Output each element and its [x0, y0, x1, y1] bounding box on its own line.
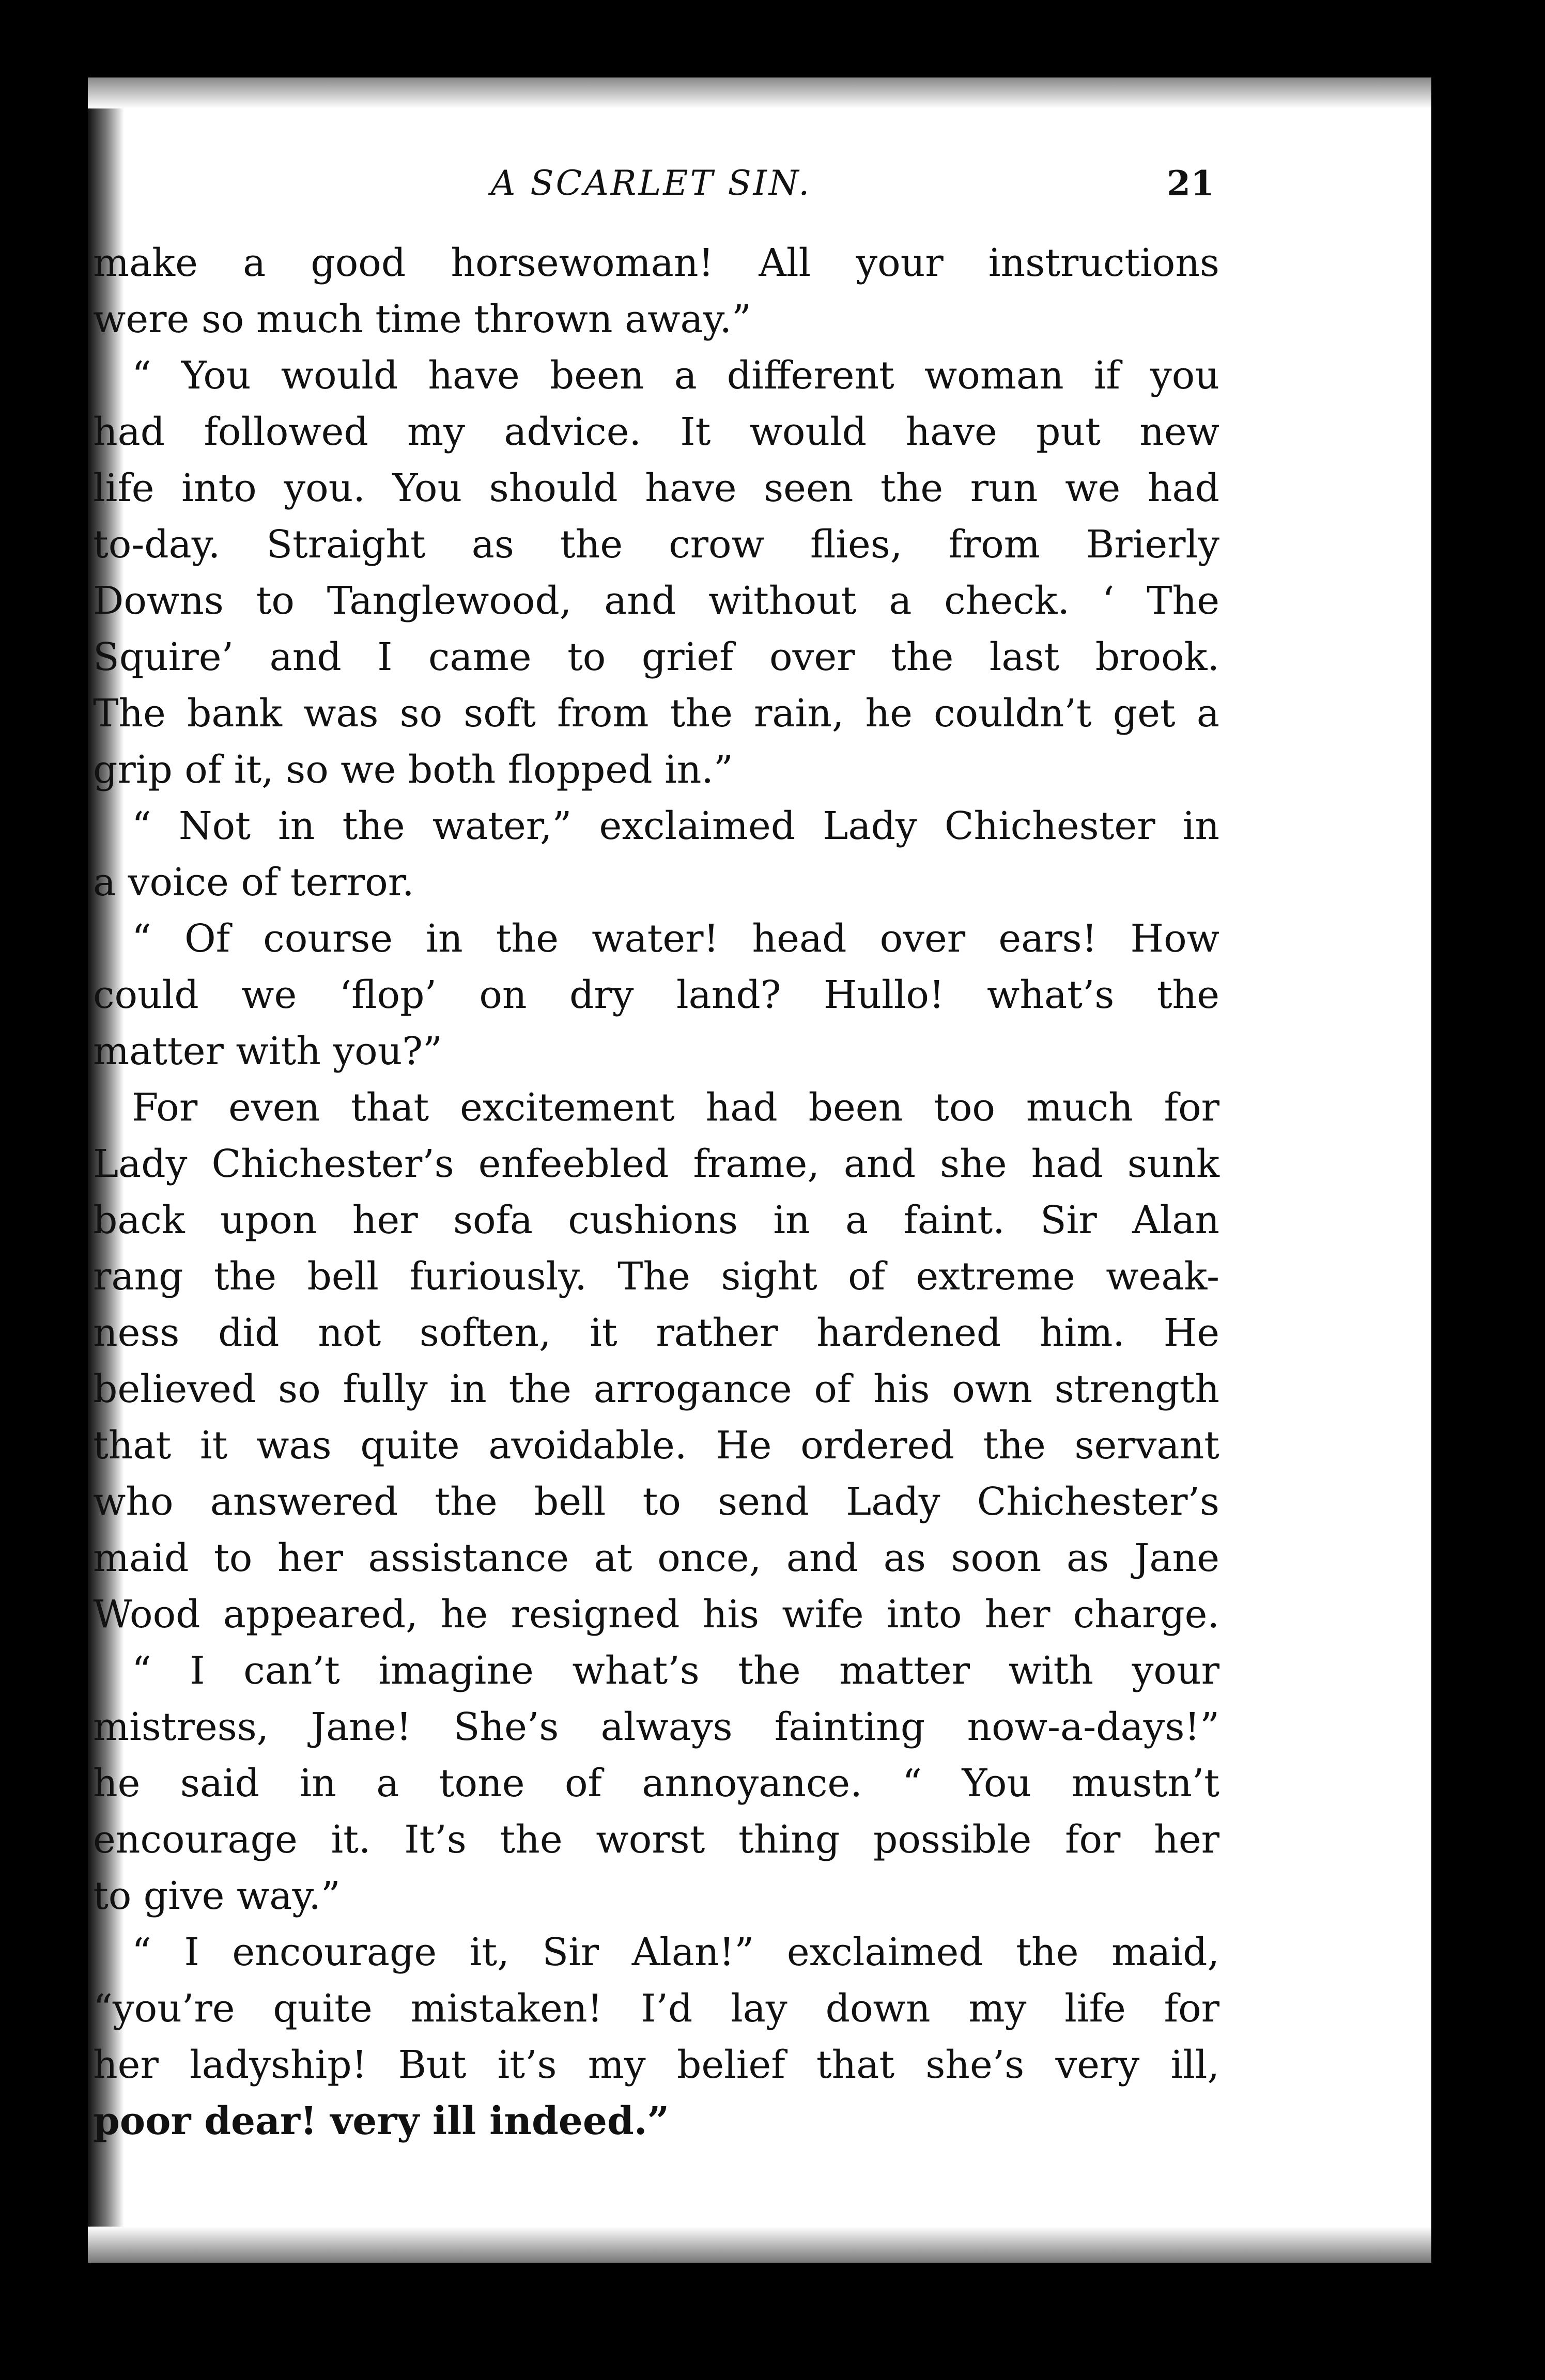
text-line: that it was quite avoidable. He ordered the servant: [93, 1423, 1219, 1468]
text-line: Squire’ and I came to grief over the last brook.: [93, 635, 1219, 679]
running-title: A SCARLET SIN.: [490, 163, 812, 203]
text-line: her ladyship! But it’s my belief that she’s very ill,: [93, 2043, 1219, 2087]
text-line: were so much time thrown away.”: [93, 297, 751, 341]
text-line: Wood appeared, he resigned his wife into her charge.: [93, 1592, 1219, 1637]
text-line: For even that excitement had been too much for: [132, 1085, 1219, 1130]
bottom-edge-shadow: [88, 2227, 1431, 2263]
text-line: grip of it, so we both flopped in.”: [93, 748, 733, 792]
text-line: back upon her sofa cushions in a faint. Sir Alan: [93, 1198, 1219, 1242]
text-line: Downs to Tanglewood, and without a check. ‘ The: [93, 579, 1219, 623]
text-line: could we ‘flop’ on dry land? Hullo! what’s the: [93, 973, 1219, 1017]
text-line: “ You would have been a different woman if you: [132, 353, 1219, 398]
text-line: believed so fully in the arrogance of his own strength: [93, 1367, 1219, 1411]
text-line: “ I encourage it, Sir Alan!” exclaimed the maid,: [132, 1930, 1219, 1974]
body-text: [93, 235, 1219, 2150]
text-line: make a good horsewoman! All your instructions: [93, 241, 1219, 285]
top-edge-shadow: [88, 77, 1431, 108]
page-header: [88, 155, 1214, 212]
text-line: poor dear! very ill indeed.”: [93, 2099, 670, 2143]
text-line: “ Of course in the water! head over ears! How: [132, 916, 1219, 961]
text-line: to give way.”: [93, 1874, 341, 1918]
text-line: to-day. Straight as the crow flies, from Brierly: [93, 522, 1219, 567]
text-line: ness did not soften, it rather hardened him. He: [93, 1311, 1219, 1355]
page-number: 21: [1167, 163, 1214, 204]
text-line: mistress, Jane! She’s always fainting now-a-days!”: [93, 1705, 1219, 1749]
text-line: who answered the bell to send Lady Chichester’s: [93, 1480, 1219, 1524]
text-line: matter with you?”: [93, 1029, 442, 1074]
text-line: “ Not in the water,” exclaimed Lady Chichester in: [132, 804, 1219, 848]
text-line: he said in a tone of annoyance. “ You mustn’t: [93, 1761, 1219, 1806]
text-line: maid to her assistance at once, and as soon as Jane: [93, 1536, 1219, 1580]
text-line: life into you. You should have seen the run we had: [93, 466, 1219, 510]
text-line: “you’re quite mistaken! I’d lay down my life for: [93, 1986, 1219, 2031]
text-line: The bank was so soft from the rain, he couldn’t get a: [93, 691, 1219, 736]
text-line: “ I can’t imagine what’s the matter with your: [132, 1648, 1219, 1693]
text-line: rang the bell furiously. The sight of extreme weak-: [93, 1254, 1219, 1299]
text-line: a voice of terror.: [93, 860, 414, 905]
text-line: had followed my advice. It would have put new: [93, 410, 1219, 454]
book-page: [88, 77, 1431, 2263]
text-line: encourage it. It’s the worst thing possible for her: [93, 1817, 1219, 1862]
text-line: Lady Chichester’s enfeebled frame, and she had sunk: [93, 1142, 1219, 1186]
